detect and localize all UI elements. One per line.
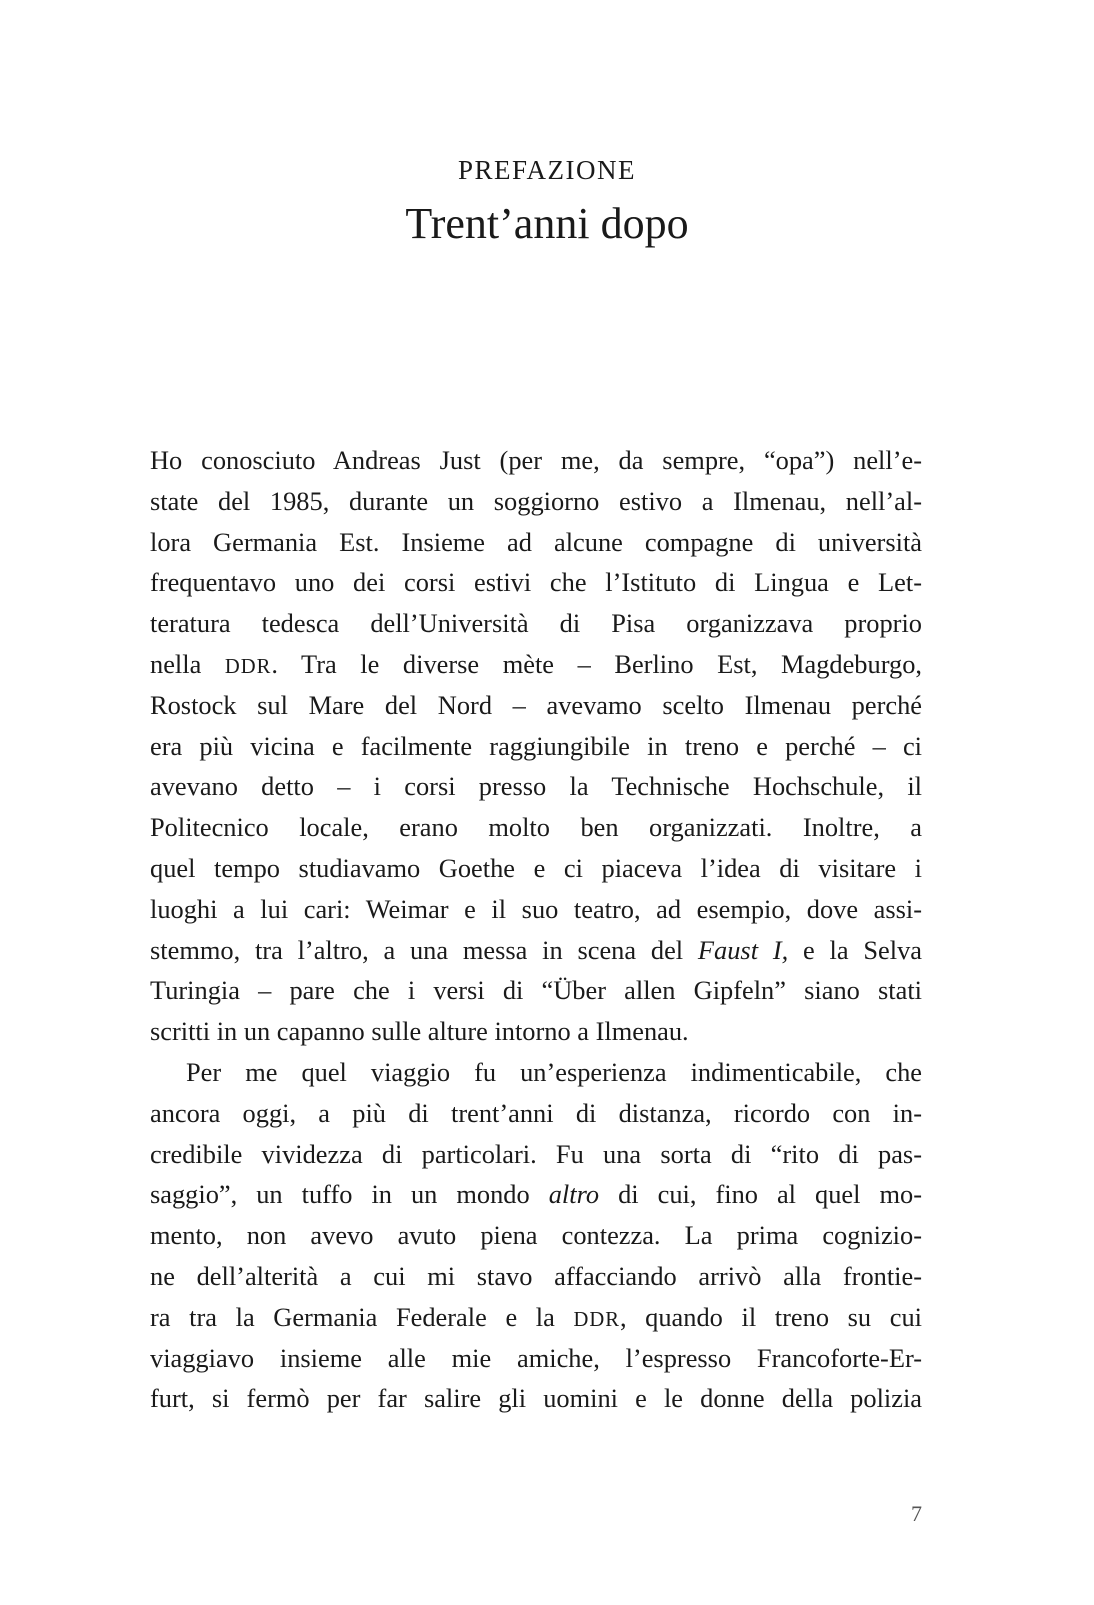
text-line [150,1338,922,1379]
text-line [150,1011,922,1052]
text-segment: Rostock sul Mare del Nord – avevamo scelto Ilmenau perché [150,689,922,720]
smallcaps-text: DDR [573,1308,620,1331]
text-segment: saggio”, un tuffo in un mondo [150,1179,549,1210]
text-line [150,603,922,644]
text-segment: , quando il treno su cui [619,1301,922,1332]
text-segment: ancora oggi, a più di trent’anni di distanza, ricordo con in- [150,1097,922,1128]
text-segment: credibile vividezza di particolari. Fu una sorta di “rito di pas- [150,1138,922,1169]
text-line [150,1297,922,1338]
text-segment: avevano detto – i corsi presso la Technische Hochschule, il [150,771,922,802]
italic-text: altro [548,1179,600,1210]
text-line [150,1215,922,1256]
text-segment: ne dell’alterità a cui mi stavo affacciando arrivò alla frontie- [150,1260,922,1291]
text-line [150,1052,922,1093]
text-segment: scritti in un capanno sulle alture intorno a Ilmenau. [150,1016,689,1047]
text-line [150,766,922,807]
text-line [150,1174,922,1215]
text-line [150,562,922,603]
section-kicker: PREFAZIONE [457,155,636,185]
text-line [150,1093,922,1134]
text-segment: Per me quel viaggio fu un’esperienza indimenticabile, che [186,1056,922,1087]
chapter-title: Trent’anni dopo [405,199,689,248]
italic-text: Faust I, [697,934,789,965]
text-line [150,440,922,481]
text-segment: teratura tedesca dell’Università di Pisa organizzava proprio [150,608,922,639]
text-line [150,807,922,848]
text-segment: lora Germania Est. Insieme ad alcune compagne di università [150,526,922,557]
text-line [150,889,922,930]
text-segment: viaggiavo insieme alle mie amiche, l’espresso Francoforte-Er- [150,1342,922,1373]
body-text [150,440,922,1419]
text-segment: ra tra la Germania Federale e la [150,1301,574,1332]
text-line [150,522,922,563]
text-segment: Turingia – pare che i versi di “Über allen Gipfeln” siano stati [150,975,922,1006]
text-line [150,644,922,685]
text-line [150,1256,922,1297]
text-line [150,726,922,767]
text-segment: frequentavo uno dei corsi estivi che l’Istituto di Lingua e Let- [150,567,922,598]
text-segment: stemmo, tra l’altro, a una messa in scena del [150,934,698,965]
text-segment: mento, non avevo avuto piena contezza. La prima cognizio- [150,1220,922,1251]
text-segment: state del 1985, durante un soggiorno estivo a Ilmenau, nell’al- [150,485,922,516]
text-line [150,1378,922,1419]
text-segment: quel tempo studiavamo Goethe e ci piaceva l’idea di visitare i [150,852,922,883]
text-segment: Ho conosciuto Andreas Just (per me, da sempre, “opa”) nell’e- [150,445,922,475]
text-segment: luoghi a lui cari: Weimar e il suo teatro, ad esempio, dove assi- [150,893,922,924]
text-segment: Politecnico locale, erano molto ben organizzati. Inoltre, a [150,812,922,843]
text-line [150,685,922,726]
text-segment: nella [150,648,225,679]
text-line [150,930,922,971]
text-segment: furt, si fermò per far salire gli uomini e le donne della polizia [150,1383,922,1414]
text-segment: era più vicina e facilmente raggiungibile in treno e perché – ci [150,730,922,761]
text-line [150,1134,922,1175]
text-line [150,970,922,1011]
text-line [150,848,922,889]
text-line [150,481,922,522]
text-segment: di cui, fino al quel mo- [599,1179,922,1210]
page-number: 7 [911,1501,922,1526]
smallcaps-text: DDR [224,655,272,678]
text-segment: . Tra le diverse mète – Berlino Est, Magdeburgo, [271,648,922,679]
text-segment: e la Selva [788,934,922,965]
